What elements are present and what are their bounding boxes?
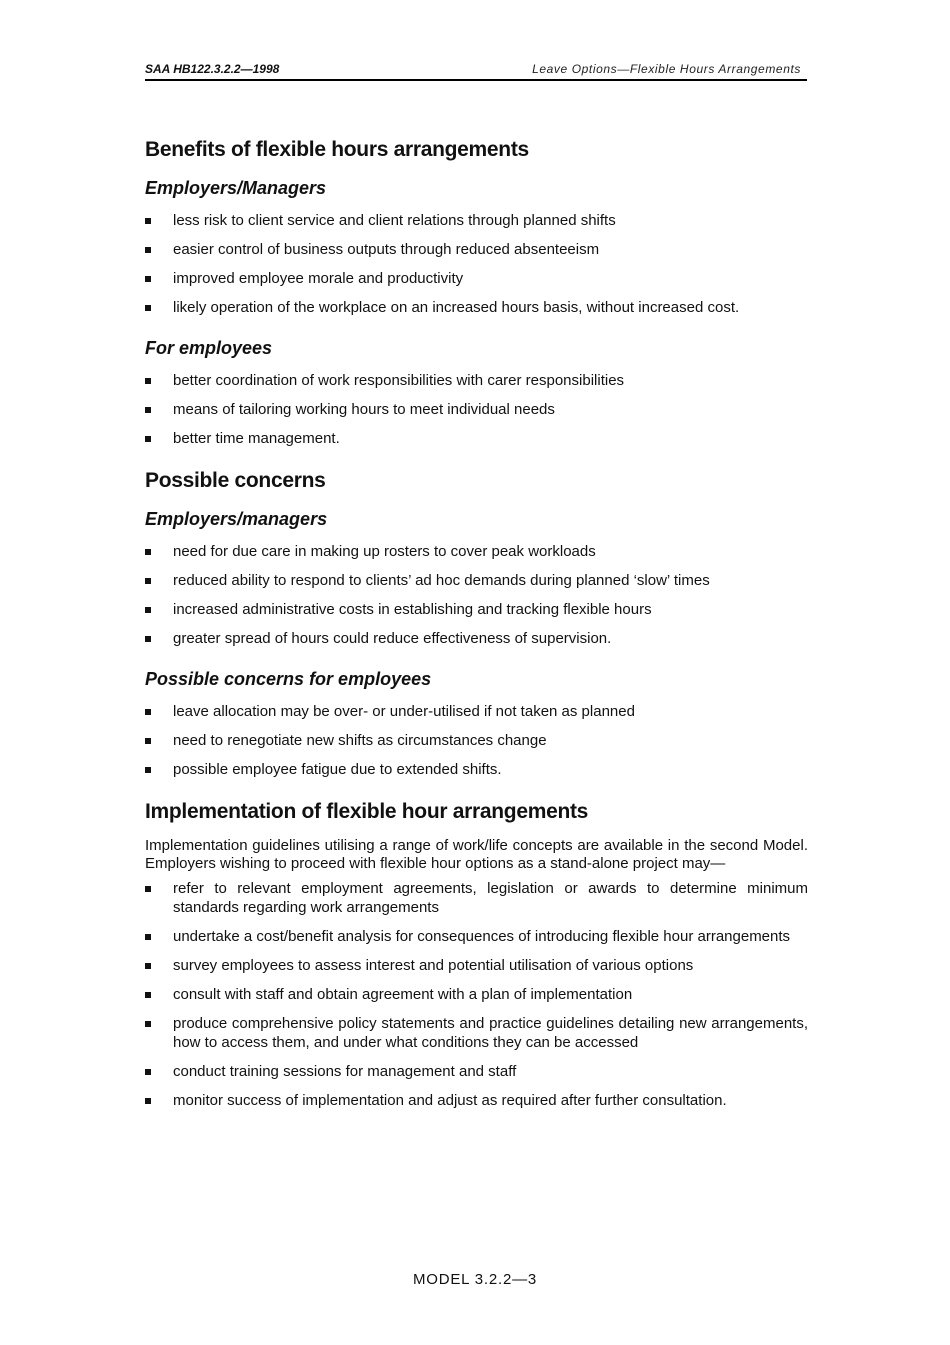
list-item: consult with staff and obtain agreement with a plan of implementation <box>145 985 808 1004</box>
list-item: need for due care in making up rosters to cover peak workloads <box>145 542 808 561</box>
bullet-icon <box>145 1098 151 1104</box>
list-item: refer to relevant employment agreements, legislation or awards to determine minimum standards regarding work arrangements <box>145 879 808 917</box>
list-item: reduced ability to respond to clients’ ad hoc demands during planned ‘slow’ times <box>145 571 808 590</box>
list-item: conduct training sessions for management and staff <box>145 1062 808 1081</box>
list-item: leave allocation may be over- or under-utilised if not taken as planned <box>145 702 808 721</box>
list-item: better time management. <box>145 429 808 448</box>
document-code: SAA HB122.3.2.2—1998 <box>145 62 280 76</box>
bullet-icon <box>145 218 151 224</box>
bullet-icon <box>145 305 151 311</box>
list-item: survey employees to assess interest and potential utilisation of various options <box>145 956 808 975</box>
list-item: means of tailoring working hours to meet individual needs <box>145 400 808 419</box>
benefits-employers-subheading: Employers/Managers <box>145 178 327 198</box>
bullet-icon <box>145 709 151 715</box>
bullet-icon <box>145 407 151 413</box>
concerns-employers-list <box>145 542 808 648</box>
bullet-icon <box>145 886 151 892</box>
page-footer: MODEL 3.2.2—3 <box>412 1271 538 1288</box>
concerns-employers-subheading: Employers/managers <box>145 509 328 529</box>
bullet-icon <box>145 636 151 642</box>
bullet-icon <box>145 738 151 744</box>
benefits-employees-list <box>145 371 808 448</box>
bullet-icon <box>145 549 151 555</box>
list-item: possible employee fatigue due to extended shifts. <box>145 760 808 779</box>
bullet-icon <box>145 1069 151 1075</box>
benefits-heading: Benefits of flexible hours arrangements <box>145 138 529 161</box>
concerns-employees-list <box>145 702 808 779</box>
bullet-icon <box>145 934 151 940</box>
list-item: likely operation of the workplace on an increased hours basis, without increased cost. <box>145 298 808 317</box>
list-item: greater spread of hours could reduce effectiveness of supervision. <box>145 629 808 648</box>
bullet-icon <box>145 578 151 584</box>
benefits-employers-list <box>145 211 808 317</box>
bullet-icon <box>145 436 151 442</box>
concerns-heading: Possible concerns <box>145 469 326 492</box>
bullet-icon <box>145 963 151 969</box>
list-item: improved employee morale and productivity <box>145 269 808 288</box>
implementation-heading: Implementation of flexible hour arrangements <box>145 800 589 823</box>
bullet-icon <box>145 247 151 253</box>
list-item: undertake a cost/benefit analysis for consequences of introducing flexible hour arrangements <box>145 927 808 946</box>
document-title: Leave Options—Flexible Hours Arrangements <box>532 62 801 76</box>
bullet-icon <box>145 992 151 998</box>
bullet-icon <box>145 1021 151 1027</box>
bullet-icon <box>145 607 151 613</box>
bullet-icon <box>145 276 151 282</box>
implementation-list <box>145 879 808 1110</box>
bullet-icon <box>145 767 151 773</box>
implementation-intro: Implementation guidelines utilising a range of work/life concepts are available in the second Model. Employers wishing to proceed with flexible hour options as a stand-alone project may— <box>145 837 808 872</box>
list-item: need to renegotiate new shifts as circumstances change <box>145 731 808 750</box>
page-content <box>145 135 808 1120</box>
list-item: better coordination of work responsibilities with carer responsibilities <box>145 371 808 390</box>
list-item: monitor success of implementation and adjust as required after further consultation. <box>145 1091 808 1110</box>
list-item: increased administrative costs in establishing and tracking flexible hours <box>145 600 808 619</box>
list-item: produce comprehensive policy statements and practice guidelines detailing new arrangements, how to access them, and under what conditions they can be accessed <box>145 1014 808 1052</box>
benefits-employees-subheading: For employees <box>145 338 273 358</box>
page-header <box>145 61 807 81</box>
list-item: easier control of business outputs through reduced absenteeism <box>145 240 808 259</box>
concerns-employees-subheading: Possible concerns for employees <box>145 669 432 689</box>
bullet-icon <box>145 378 151 384</box>
list-item: less risk to client service and client relations through planned shifts <box>145 211 808 230</box>
